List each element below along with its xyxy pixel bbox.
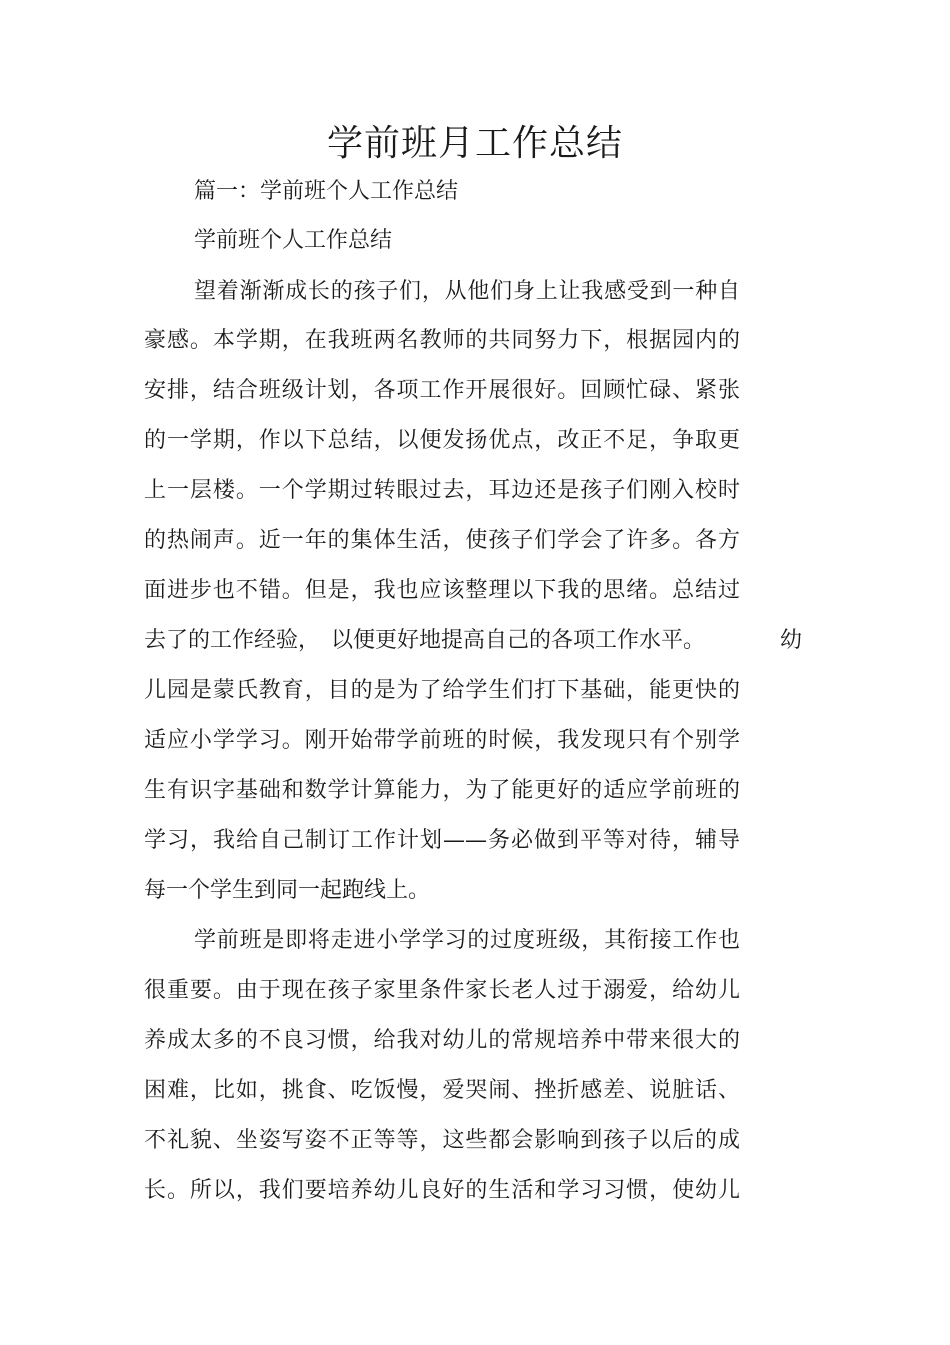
paragraph-line: 的热闹声。近一年的集体生活，使孩子们学会了许多。各方 (144, 528, 740, 553)
section-heading: 篇一：学前班个人工作总结 (194, 179, 459, 204)
paragraph-line: 去了的工作经验， 以便更好地提高自己的各项工作水平。 (144, 628, 706, 653)
paragraph-line: 不礼貌、坐姿写姿不正等等，这些都会影响到孩子以后的成 (144, 1128, 740, 1153)
paragraph-line: 安排，结合班级计划，各项工作开展很好。回顾忙碌、紧张 (144, 378, 740, 403)
paragraph-trailing-char: 幼 (780, 628, 803, 653)
paragraph-line: 学习，我给自己制订工作计划——务必做到平等对待，辅导 (144, 828, 740, 853)
paragraph-line: 很重要。由于现在孩子家里条件家长老人过于溺爱，给幼儿 (144, 978, 740, 1003)
paragraph-line: 生有识字基础和数学计算能力，为了能更好的适应学前班的 (144, 778, 740, 803)
paragraph-line: 面进步也不错。但是，我也应该整理以下我的思绪。总结过 (144, 578, 740, 603)
paragraph-line: 儿园是蒙氏教育，目的是为了给学生们打下基础，能更快的 (144, 678, 740, 703)
paragraph-line: 学前班是即将走进小学学习的过度班级，其衔接工作也 (194, 928, 740, 953)
paragraph-line: 的一学期，作以下总结，以便发扬优点，改正不足，争取更 (144, 428, 740, 453)
document-title: 学前班月工作总结 (326, 123, 623, 164)
paragraph-line: 适应小学学习。刚开始带学前班的时候，我发现只有个别学 (144, 728, 740, 753)
paragraph-line: 长。所以，我们要培养幼儿良好的生活和学习习惯，使幼儿 (144, 1178, 740, 1203)
paragraph-line: 上一层楼。一个学期过转眼过去，耳边还是孩子们刚入校时 (144, 478, 740, 503)
paragraph-line: 困难，比如，挑食、吃饭慢，爱哭闹、挫折感差、说脏话、 (144, 1078, 740, 1103)
paragraph-line: 养成太多的不良习惯，给我对幼儿的常规培养中带来很大的 (144, 1028, 740, 1053)
paragraph-line: 豪感。本学期，在我班两名教师的共同努力下，根据园内的 (144, 328, 740, 353)
paragraph-line: 望着渐渐成长的孩子们，从他们身上让我感受到一种自 (194, 279, 740, 304)
section-subtitle: 学前班个人工作总结 (194, 228, 393, 253)
paragraph-line: 每一个学生到同一起跑线上。 (144, 878, 431, 903)
